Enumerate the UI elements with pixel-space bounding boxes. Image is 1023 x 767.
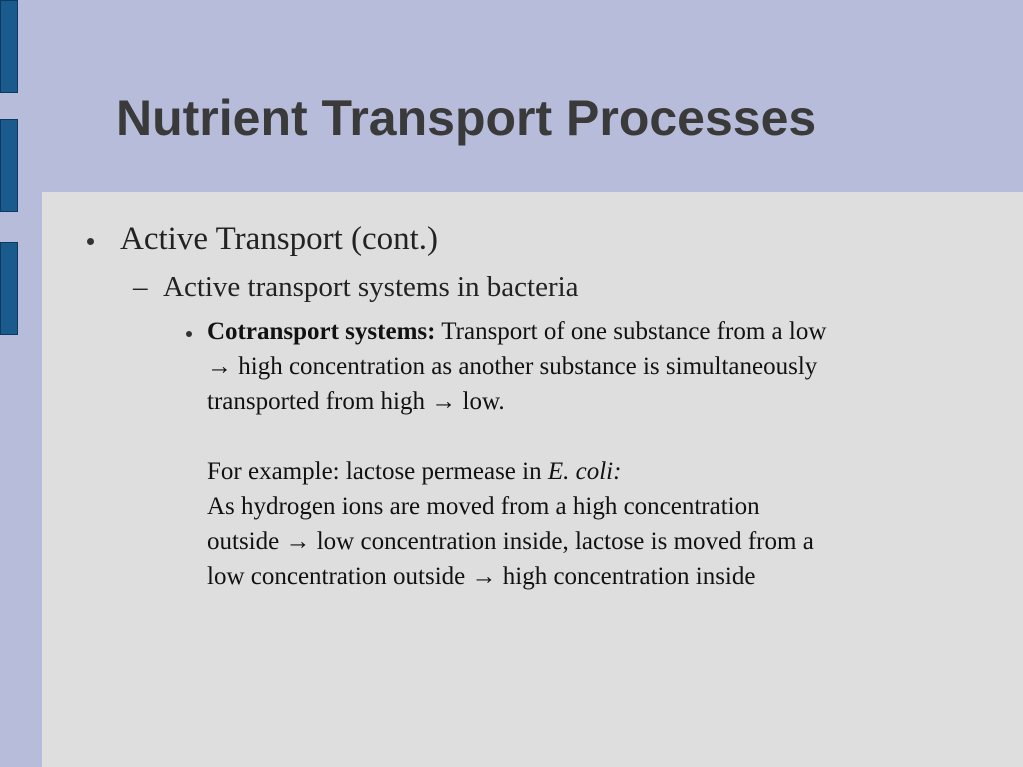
bullet-dot-icon [87, 238, 94, 245]
bullet-level-1-text: Active Transport (cont.) [120, 221, 439, 257]
example-prefix: For example: lactose permease in [207, 458, 548, 485]
decorative-side-bar-middle [0, 119, 18, 212]
bullet-dash-icon: – [133, 271, 148, 303]
definition-line-2: → high concentration as another substance is simultaneously [207, 353, 818, 380]
explanation-line-3: low concentration outside → high concentration inside [207, 563, 756, 590]
definition-text-1: Transport of one substance from a low [435, 318, 827, 345]
definition-line-3: transported from high → low. [207, 388, 505, 415]
bullet-small-dot-icon [186, 331, 192, 337]
paragraph-gap [207, 419, 987, 454]
slide-title: Nutrient Transport Processes [116, 90, 817, 146]
example-line [207, 454, 987, 489]
bullet-level-2-text: Active transport systems in bacteria [163, 271, 579, 303]
explanation-line-2: outside → low concentration inside, lactose is moved from a [207, 528, 814, 555]
cotransport-term: Cotransport systems: [207, 318, 436, 345]
decorative-side-bar-top [0, 0, 18, 93]
example-organism: E. coli: [547, 458, 622, 485]
explanation-line-1: As hydrogen ions are moved from a high concentration [207, 493, 760, 520]
definition-line-1 [207, 314, 987, 349]
decorative-side-bar-bottom [0, 242, 18, 335]
bullet-level-3 [207, 314, 987, 594]
